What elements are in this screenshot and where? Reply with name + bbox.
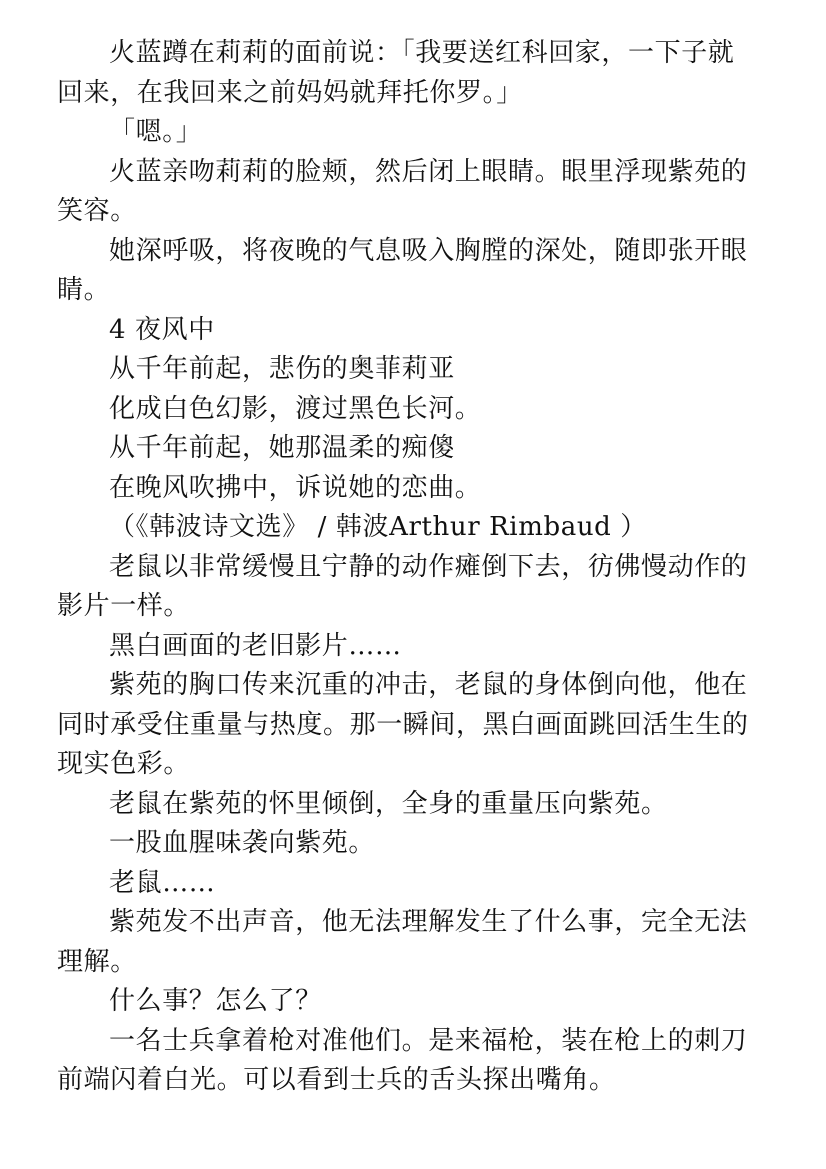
paragraph: 她深呼吸，将夜晚的气息吸入胸膛的深处，随即张开眼睛。 [57, 235, 748, 305]
paragraph: 一股血腥味袭向紫苑。 [109, 828, 376, 858]
poem-line: 在晚风吹拂中，诉说她的恋曲。 [109, 472, 482, 503]
poem-line: 从千年前起，她那温柔的痴傻 [109, 433, 455, 463]
paragraph: 紫苑发不出声音，他无法理解发生了什么事，完全无法理解。 [57, 907, 748, 977]
paragraph: 火蓝亲吻莉莉的脸颊，然后闭上眼睛。眼里浮现紫苑的笑容。 [57, 156, 748, 226]
body-text [57, 34, 757, 1101]
paragraph: 一名士兵拿着枪对准他们。是来福枪，装在枪上的刺刀前端闪着白光。可以看到士兵的舌头探出嘴角。 [57, 1025, 748, 1095]
paragraph: 紫苑的胸口传来沉重的冲击，老鼠的身体倒向他，他在同时承受住重量与热度。那一瞬间，黑白画面跳回活生生的现实色彩。 [57, 670, 749, 779]
paragraph: 老鼠…… [109, 867, 216, 898]
paragraph: 「嗯。」 [109, 117, 203, 147]
poem-citation: （《韩波诗文选》 / 韩波Arthur Rimbaud ） [109, 512, 647, 542]
paragraph: 老鼠在紫苑的怀里倾倒，全身的重量压向紫苑。 [109, 788, 668, 819]
paragraph: 老鼠以非常缓慢且宁静的动作瘫倒下去，彷佛慢动作的影片一样。 [57, 551, 748, 621]
section-heading: 4 夜风中 [109, 314, 215, 345]
paragraph: 黑白画面的老旧影片…… [109, 630, 402, 661]
paragraph: 火蓝蹲在莉莉的面前说：「我要送红科回家，一下子就回来，在我回来之前妈妈就拜托你罗。」 [57, 38, 735, 108]
poem-line: 从千年前起，悲伤的奥菲莉亚 [109, 354, 455, 384]
poem-line: 化成白色幻影，渡过黑色长河。 [109, 393, 482, 424]
paragraph: 什么事？怎么了？ [109, 986, 322, 1016]
